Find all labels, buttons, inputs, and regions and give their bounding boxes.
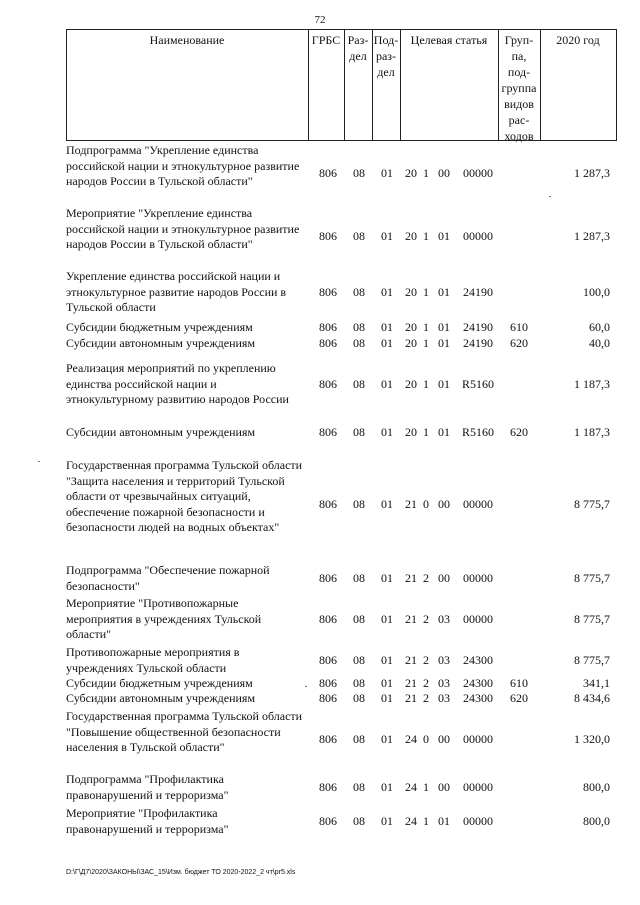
row-target-subprogram: 1 bbox=[423, 377, 429, 391]
row-podrazdel: 01 bbox=[381, 732, 393, 746]
row-grbs: 806 bbox=[319, 425, 337, 439]
row-name: Субсидии автономным учреждениям bbox=[66, 691, 256, 705]
row-name: Субсидии автономным учреждениям bbox=[66, 425, 256, 439]
table-row bbox=[0, 458, 640, 552]
row-podrazdel: 01 bbox=[381, 336, 393, 350]
page-number: 72 bbox=[314, 14, 326, 26]
row-podrazdel: 01 bbox=[381, 814, 393, 828]
row-expense-type: 620 bbox=[510, 425, 528, 439]
row-name: Укрепление единства российской нации и этнокультурное развитие народов России в Тульской области bbox=[66, 269, 287, 314]
row-target-event: 01 bbox=[438, 285, 450, 299]
table-row bbox=[0, 645, 640, 676]
row-razdel: 08 bbox=[353, 571, 365, 585]
row-target-direction: 24190 bbox=[463, 285, 493, 299]
row-name: Подпрограмма "Профилактика правонарушений и терроризма" bbox=[66, 772, 229, 802]
row-target-direction: 00000 bbox=[463, 732, 493, 746]
row-target-subprogram: 1 bbox=[423, 814, 429, 828]
row-target-subprogram: 2 bbox=[423, 676, 429, 690]
footer-path: D:\Г\Д7\2020\ЗАКОНЫ\ЗАС_15\Изм. бюджет ТО 2020-2022_2 чт\pr5.xls bbox=[66, 869, 296, 876]
row-podrazdel: 01 bbox=[381, 780, 393, 794]
table-row bbox=[0, 806, 640, 837]
row-podrazdel: 01 bbox=[381, 653, 393, 667]
row-sum: 800,0 bbox=[583, 814, 610, 828]
table-row bbox=[0, 691, 640, 707]
table-row bbox=[0, 361, 640, 408]
row-target-subprogram: 1 bbox=[423, 425, 429, 439]
row-target-direction: 00000 bbox=[463, 229, 493, 243]
row-razdel: 08 bbox=[353, 653, 365, 667]
row-sum: 1 187,3 bbox=[574, 425, 610, 439]
row-razdel: 08 bbox=[353, 497, 365, 511]
scan-speck bbox=[305, 686, 307, 687]
row-target-subprogram: 0 bbox=[423, 497, 429, 511]
row-target-program: 24 bbox=[405, 814, 417, 828]
header-grbs: ГРБС bbox=[311, 33, 341, 47]
row-target-program: 21 bbox=[405, 497, 417, 511]
row-target-subprogram: 1 bbox=[423, 285, 429, 299]
row-name: Подпрограмма "Укрепление единства российской нации и этнокультурное развитие народов России в Тульской области" bbox=[66, 143, 300, 188]
row-sum: 8 434,6 bbox=[574, 691, 610, 705]
row-razdel: 08 bbox=[353, 814, 365, 828]
row-target-event: 01 bbox=[438, 377, 450, 391]
row-target-event: 00 bbox=[438, 571, 450, 585]
row-target-event: 00 bbox=[438, 166, 450, 180]
row-name: Субсидии автономным учреждениям bbox=[66, 336, 256, 350]
row-target-program: 20 bbox=[405, 229, 417, 243]
row-grbs: 806 bbox=[319, 229, 337, 243]
row-target-subprogram: 1 bbox=[423, 336, 429, 350]
row-razdel: 08 bbox=[353, 732, 365, 746]
row-expense-type: 610 bbox=[510, 676, 528, 690]
row-name: Субсидии бюджетным учреждениям bbox=[66, 676, 253, 690]
header-vr: Груп- па, под- группа видов рас- ходов bbox=[501, 33, 537, 143]
row-podrazdel: 01 bbox=[381, 425, 393, 439]
row-expense-type: 620 bbox=[510, 691, 528, 705]
row-grbs: 806 bbox=[319, 732, 337, 746]
row-target-direction: R5160 bbox=[461, 425, 494, 439]
row-podrazdel: 01 bbox=[381, 320, 393, 334]
row-target-event: 03 bbox=[438, 612, 450, 626]
row-target-subprogram: 1 bbox=[423, 320, 429, 334]
row-target-direction: 24300 bbox=[463, 691, 493, 705]
row-target-program: 21 bbox=[405, 653, 417, 667]
row-target-program: 20 bbox=[405, 377, 417, 391]
row-expense-type: 610 bbox=[510, 320, 528, 334]
table-row bbox=[0, 676, 640, 692]
row-target-event: 03 bbox=[438, 691, 450, 705]
row-target-program: 20 bbox=[405, 425, 417, 439]
row-target-subprogram: 1 bbox=[423, 229, 429, 243]
row-target-program: 24 bbox=[405, 732, 417, 746]
row-sum: 8 775,7 bbox=[574, 612, 610, 626]
row-razdel: 08 bbox=[353, 676, 365, 690]
header-sum: 2020 год bbox=[556, 33, 600, 47]
row-target-direction: 24300 bbox=[463, 653, 493, 667]
scan-speck bbox=[549, 196, 551, 197]
scan-speck bbox=[38, 461, 40, 462]
row-target-event: 03 bbox=[438, 653, 450, 667]
row-grbs: 806 bbox=[319, 166, 337, 180]
row-target-program: 21 bbox=[405, 571, 417, 585]
row-target-program: 20 bbox=[405, 166, 417, 180]
row-razdel: 08 bbox=[353, 320, 365, 334]
row-target-subprogram: 2 bbox=[423, 691, 429, 705]
row-target-event: 03 bbox=[438, 676, 450, 690]
table-row bbox=[0, 709, 640, 771]
row-grbs: 806 bbox=[319, 377, 337, 391]
row-target-event: 01 bbox=[438, 425, 450, 439]
table-row bbox=[0, 143, 640, 205]
row-razdel: 08 bbox=[353, 780, 365, 794]
row-target-subprogram: 2 bbox=[423, 571, 429, 585]
row-sum: 1 320,0 bbox=[574, 732, 610, 746]
table-row bbox=[0, 320, 640, 336]
row-target-direction: 00000 bbox=[463, 612, 493, 626]
row-target-event: 01 bbox=[438, 336, 450, 350]
row-target-subprogram: 1 bbox=[423, 166, 429, 180]
row-grbs: 806 bbox=[319, 780, 337, 794]
row-podrazdel: 01 bbox=[381, 229, 393, 243]
row-name: Мероприятие "Профилактика правонарушений и терроризма" bbox=[66, 806, 229, 836]
row-razdel: 08 bbox=[353, 166, 365, 180]
row-sum: 1 287,3 bbox=[574, 229, 610, 243]
table-row bbox=[0, 336, 640, 352]
row-name: Мероприятие "Противопожарные мероприятия в учреждениях Тульской области" bbox=[66, 596, 262, 641]
row-sum: 341,1 bbox=[583, 676, 610, 690]
row-target-program: 20 bbox=[405, 285, 417, 299]
row-target-program: 24 bbox=[405, 780, 417, 794]
table-header bbox=[66, 29, 617, 141]
row-target-event: 01 bbox=[438, 320, 450, 334]
row-grbs: 806 bbox=[319, 497, 337, 511]
row-sum: 40,0 bbox=[589, 336, 610, 350]
row-grbs: 806 bbox=[319, 336, 337, 350]
row-target-direction: 00000 bbox=[463, 780, 493, 794]
row-name: Противопожарные мероприятия в учреждениях Тульской области bbox=[66, 645, 240, 675]
row-razdel: 08 bbox=[353, 285, 365, 299]
row-podrazdel: 01 bbox=[381, 691, 393, 705]
row-sum: 1 287,3 bbox=[574, 166, 610, 180]
row-target-event: 00 bbox=[438, 732, 450, 746]
row-grbs: 806 bbox=[319, 814, 337, 828]
row-grbs: 806 bbox=[319, 612, 337, 626]
row-sum: 800,0 bbox=[583, 780, 610, 794]
row-target-direction: R5160 bbox=[461, 377, 494, 391]
row-grbs: 806 bbox=[319, 653, 337, 667]
row-target-direction: 24190 bbox=[463, 336, 493, 350]
row-sum: 8 775,7 bbox=[574, 497, 610, 511]
row-target-program: 20 bbox=[405, 336, 417, 350]
row-grbs: 806 bbox=[319, 691, 337, 705]
row-podrazdel: 01 bbox=[381, 612, 393, 626]
row-target-event: 00 bbox=[438, 780, 450, 794]
row-target-direction: 00000 bbox=[463, 571, 493, 585]
row-expense-type: 620 bbox=[510, 336, 528, 350]
row-target-direction: 00000 bbox=[463, 497, 493, 511]
row-sum: 60,0 bbox=[589, 320, 610, 334]
row-target-event: 00 bbox=[438, 497, 450, 511]
row-sum: 8 775,7 bbox=[574, 653, 610, 667]
row-grbs: 806 bbox=[319, 571, 337, 585]
row-target-direction: 24300 bbox=[463, 676, 493, 690]
row-podrazdel: 01 bbox=[381, 676, 393, 690]
row-razdel: 08 bbox=[353, 691, 365, 705]
header-podrazdel: Под- раз- дел bbox=[373, 33, 399, 79]
row-podrazdel: 01 bbox=[381, 377, 393, 391]
row-target-direction: 00000 bbox=[463, 166, 493, 180]
table-row bbox=[0, 206, 640, 268]
row-name: Реализация мероприятий по укреплению единства российской нации и этнокультурному развитию народов России bbox=[66, 361, 289, 406]
row-podrazdel: 01 bbox=[381, 166, 393, 180]
row-grbs: 806 bbox=[319, 676, 337, 690]
row-grbs: 806 bbox=[319, 320, 337, 334]
table-row bbox=[0, 269, 640, 316]
row-sum: 100,0 bbox=[583, 285, 610, 299]
row-target-subprogram: 2 bbox=[423, 612, 429, 626]
table-row bbox=[0, 596, 640, 643]
row-podrazdel: 01 bbox=[381, 571, 393, 585]
row-razdel: 08 bbox=[353, 336, 365, 350]
row-target-subprogram: 1 bbox=[423, 780, 429, 794]
row-target-program: 21 bbox=[405, 691, 417, 705]
row-target-subprogram: 2 bbox=[423, 653, 429, 667]
row-razdel: 08 bbox=[353, 377, 365, 391]
row-target-program: 20 bbox=[405, 320, 417, 334]
row-target-event: 01 bbox=[438, 814, 450, 828]
row-podrazdel: 01 bbox=[381, 497, 393, 511]
row-target-program: 21 bbox=[405, 612, 417, 626]
row-name: Государственная программа Тульской области "Защита населения и территорий Тульской области от чрезвычайных ситуаций, обеспечение пожарной безопасности и безопасности людей на водных объектах" bbox=[66, 458, 303, 534]
table-row bbox=[0, 772, 640, 803]
row-target-subprogram: 0 bbox=[423, 732, 429, 746]
row-razdel: 08 bbox=[353, 425, 365, 439]
table-row bbox=[0, 563, 640, 594]
row-target-program: 21 bbox=[405, 676, 417, 690]
row-name: Мероприятие "Укрепление единства российской нации и этнокультурное развитие народов России в Тульской области" bbox=[66, 206, 300, 251]
row-razdel: 08 bbox=[353, 612, 365, 626]
row-sum: 8 775,7 bbox=[574, 571, 610, 585]
row-name: Субсидии бюджетным учреждениям bbox=[66, 320, 253, 334]
header-target: Целевая статья bbox=[410, 33, 488, 47]
row-name: Государственная программа Тульской области "Повышение общественной безопасности населения в Тульской области" bbox=[66, 709, 303, 754]
row-sum: 1 187,3 bbox=[574, 377, 610, 391]
header-name: Наименование bbox=[149, 33, 225, 47]
row-target-direction: 00000 bbox=[463, 814, 493, 828]
row-grbs: 806 bbox=[319, 285, 337, 299]
row-target-direction: 24190 bbox=[463, 320, 493, 334]
row-target-event: 01 bbox=[438, 229, 450, 243]
header-razdel: Раз- дел bbox=[347, 33, 369, 63]
table-row bbox=[0, 425, 640, 441]
row-name: Подпрограмма "Обеспечение пожарной безопасности" bbox=[66, 563, 270, 593]
row-podrazdel: 01 bbox=[381, 285, 393, 299]
row-razdel: 08 bbox=[353, 229, 365, 243]
